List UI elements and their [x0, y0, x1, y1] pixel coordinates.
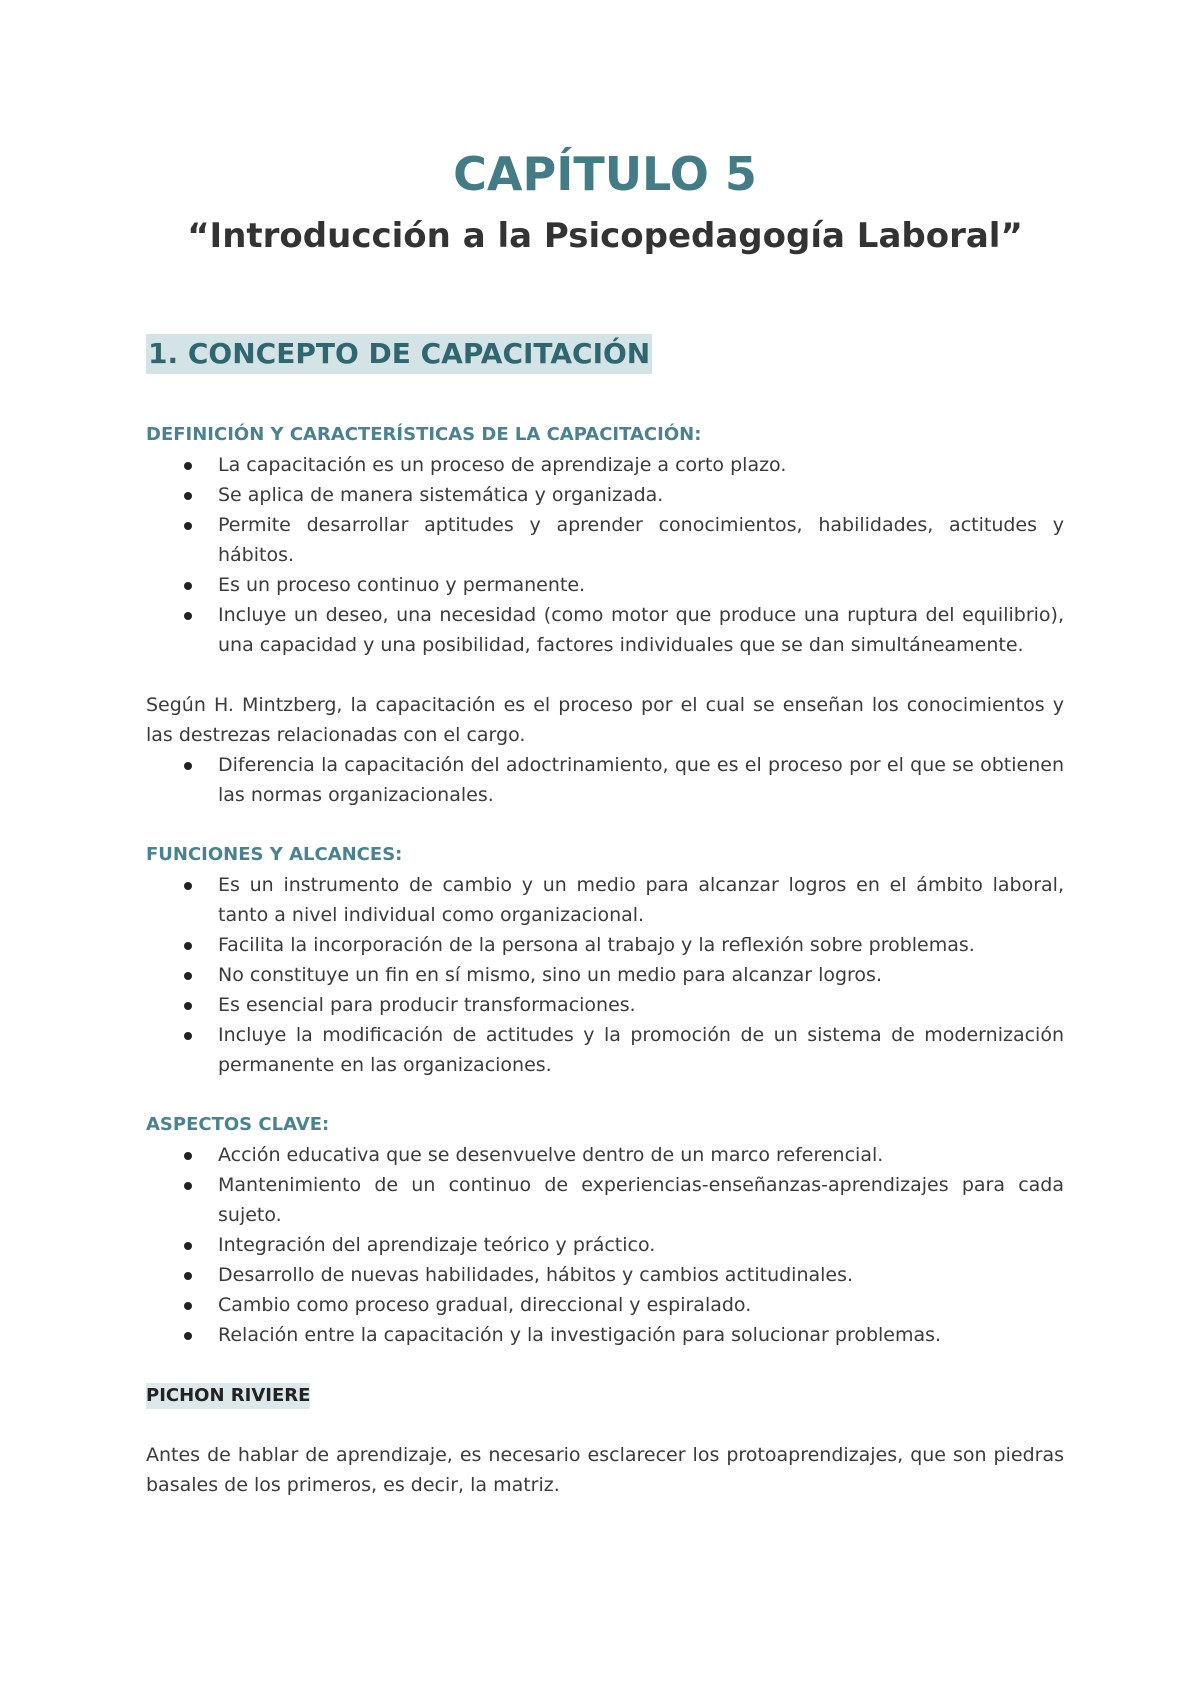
spacer: [146, 810, 1064, 840]
spacer: [146, 1080, 1064, 1110]
list-item: [218, 600, 1064, 660]
bullet-icon: [184, 582, 192, 590]
bullet-icon: [184, 882, 192, 890]
list-item: [218, 1320, 1064, 1350]
list-item: [218, 480, 1064, 510]
list-item-text: Incluye un deseo, una necesidad (como motor que produce una ruptura del equilibrio), una capacidad y una posibilidad, factores individuales que se dan simultáneamente.: [218, 604, 1064, 656]
list-item: [218, 750, 1064, 810]
bullet-icon: [184, 462, 192, 470]
mintzberg-list: [146, 750, 1064, 810]
list-item: [218, 870, 1064, 930]
chapter-title: CAPÍTULO 5: [453, 147, 757, 201]
bullet-icon: [184, 522, 192, 530]
list-item-text: Permite desarrollar aptitudes y aprender conocimientos, habilidades, actitudes y hábitos.: [218, 514, 1064, 566]
section-heading: 1. CONCEPTO DE CAPACITACIÓN: [146, 334, 652, 374]
list-item-text: Integración del aprendizaje teórico y práctico.: [218, 1234, 656, 1256]
list-item-text: Facilita la incorporación de la persona al trabajo y la reflexión sobre problemas.: [218, 934, 975, 956]
bullet-icon: [184, 1002, 192, 1010]
list-item: [218, 1170, 1064, 1230]
list-item: [218, 570, 1064, 600]
aspectos-heading: ASPECTOS CLAVE:: [146, 1114, 330, 1135]
list-item: [218, 1290, 1064, 1320]
spacer: [146, 1410, 1064, 1440]
chapter-subtitle: “Introducción a la Psicopedagogía Laboral”: [187, 216, 1023, 256]
list-item: [218, 1260, 1064, 1290]
bullet-icon: [184, 1302, 192, 1310]
list-item-text: Es esencial para producir transformaciones.: [218, 994, 636, 1016]
list-item: [218, 990, 1064, 1020]
aspectos-list: [146, 1140, 1064, 1350]
list-item: [218, 450, 1064, 480]
definicion-heading: DEFINICIÓN Y CARACTERÍSTICAS DE LA CAPACITACIÓN:: [146, 424, 702, 445]
bullet-icon: [184, 1272, 192, 1280]
list-item-text: Relación entre la capacitación y la investigación para solucionar problemas.: [218, 1324, 942, 1346]
bullet-icon: [184, 612, 192, 620]
list-item: [218, 930, 1064, 960]
spacer: [146, 660, 1064, 690]
bullet-icon: [184, 762, 192, 770]
bullet-icon: [184, 972, 192, 980]
bullet-icon: [184, 942, 192, 950]
bullet-icon: [184, 1152, 192, 1160]
bullet-icon: [184, 1032, 192, 1040]
list-item-text: La capacitación es un proceso de aprendizaje a corto plazo.: [218, 454, 787, 476]
bullet-icon: [184, 1242, 192, 1250]
bullet-icon: [184, 1182, 192, 1190]
list-item-text: Desarrollo de nuevas habilidades, hábitos y cambios actitudinales.: [218, 1264, 854, 1286]
definicion-list: [146, 450, 1064, 660]
list-item-text: Es un proceso continuo y permanente.: [218, 574, 586, 596]
spacer: [146, 1350, 1064, 1380]
bullet-icon: [184, 1332, 192, 1340]
list-item: [218, 960, 1064, 990]
list-item-text: Diferencia la capacitación del adoctrinamiento, que es el proceso por el que se obtienen las normas organizacionales.: [218, 754, 1064, 806]
section-content: [146, 420, 1064, 1500]
funciones-heading: FUNCIONES Y ALCANCES:: [146, 844, 403, 865]
list-item-text: No constituye un fin en sí mismo, sino un medio para alcanzar logros.: [218, 964, 882, 986]
pichon-paragraph: Antes de hablar de aprendizaje, es necesario esclarecer los protoaprendizajes, que son piedras basales de los primeros, es decir, la matriz.: [146, 1444, 1064, 1496]
list-item-text: Acción educativa que se desenvuelve dentro de un marco referencial.: [218, 1144, 884, 1166]
list-item-text: Incluye la modificación de actitudes y la promoción de un sistema de modernización permanente en las organizaciones.: [218, 1024, 1064, 1076]
list-item-text: Mantenimiento de un continuo de experiencias-enseñanzas-aprendizajes para cada sujeto.: [218, 1174, 1064, 1226]
mintzberg-paragraph: Según H. Mintzberg, la capacitación es el proceso por el cual se enseñan los conocimientos y las destrezas relacionadas con el cargo.: [146, 694, 1064, 746]
bullet-icon: [184, 492, 192, 500]
list-item-text: Se aplica de manera sistemática y organizada.: [218, 484, 664, 506]
list-item-text: Cambio como proceso gradual, direccional y espiralado.: [218, 1294, 752, 1316]
list-item-text: Es un instrumento de cambio y un medio para alcanzar logros en el ámbito laboral, tanto a nivel individual como organizacional.: [218, 874, 1064, 926]
list-item: [218, 510, 1064, 570]
funciones-list: [146, 870, 1064, 1080]
pichon-heading: PICHON RIVIERE: [146, 1383, 310, 1409]
list-item: [218, 1140, 1064, 1170]
list-item: [218, 1230, 1064, 1260]
list-item: [218, 1020, 1064, 1080]
